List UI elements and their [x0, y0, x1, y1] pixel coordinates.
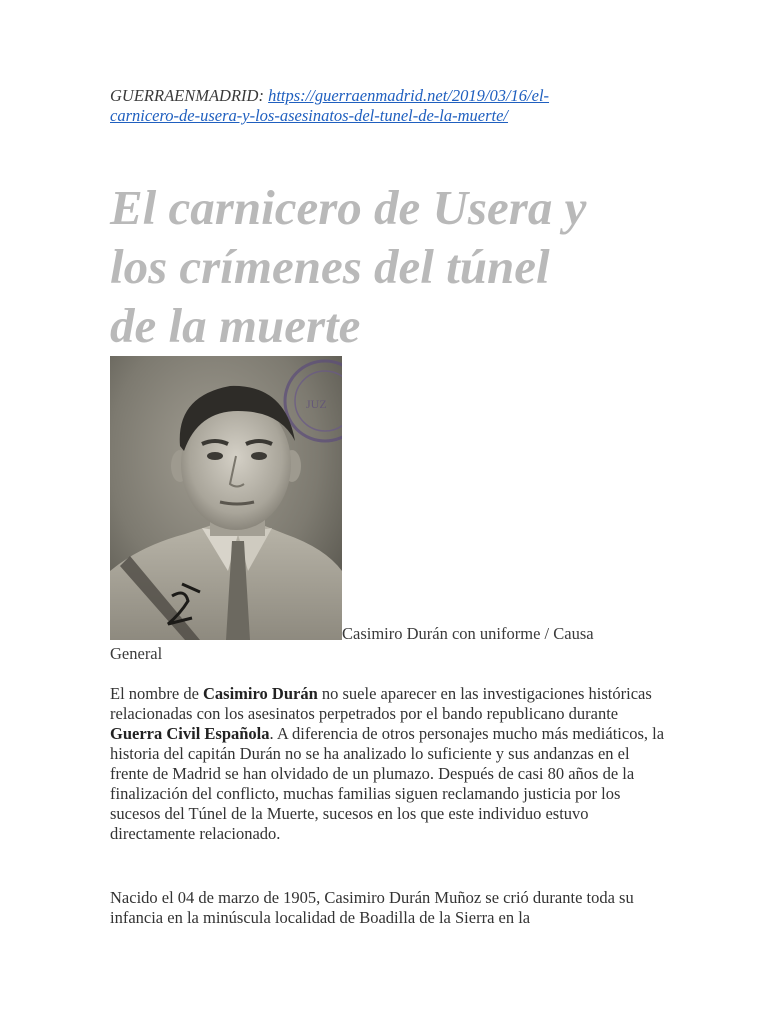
source-link-line1: https://guerraenmadrid.net/2019/03/16/el- — [268, 86, 550, 105]
portrait-photo — [110, 356, 342, 640]
portrait-image — [110, 356, 342, 640]
caption-line-1: Casimiro Durán con uniforme / Causa — [342, 624, 594, 643]
caption-line-2: General — [110, 644, 163, 663]
paragraph-2: Nacido el 04 de marzo de 1905, Casimiro Durán Muñoz se crió durante toda su infancia en la minúscula localidad de Boadilla de la Sierra en la — [110, 888, 634, 927]
photo-caption — [110, 624, 670, 664]
title-line-2: los crímenes del túnel — [110, 239, 550, 294]
bold-name: Casimiro Durán — [203, 684, 318, 703]
title-line-3: de la muerte — [110, 298, 361, 353]
source-reference — [110, 86, 670, 126]
svg-text:JUZ: JUZ — [306, 397, 327, 411]
source-label: GUERRAENMADRID: — [110, 86, 264, 105]
bold-war: Guerra Civil Española — [110, 724, 270, 743]
paragraph-1: El nombre de Casimiro Durán no suele aparecer en las investigaciones históricas relacionadas con los asesinatos perpetrados por el bando republicano durante Guerra Civil Española. A diferencia de otros personajes mucho más mediáticos, la historia del capitán Durán no se ha analizado lo suficiente y sus andanzas en el frente de Madrid se han olvidado de un plumazo. Después de casi 80 años de la finalización del conflicto, muchas familias siguen reclamando justicia por los sucesos del Túnel de la Muerte, sucesos en los que este individuo estuvo directamente relacionado. — [110, 684, 665, 843]
source-link-line2: carnicero-de-usera-y-los-asesinatos-del-tunel-de-la-muerte/ — [110, 106, 509, 125]
title-line-1: El carnicero de Usera y — [110, 180, 587, 235]
article-title — [110, 178, 690, 355]
